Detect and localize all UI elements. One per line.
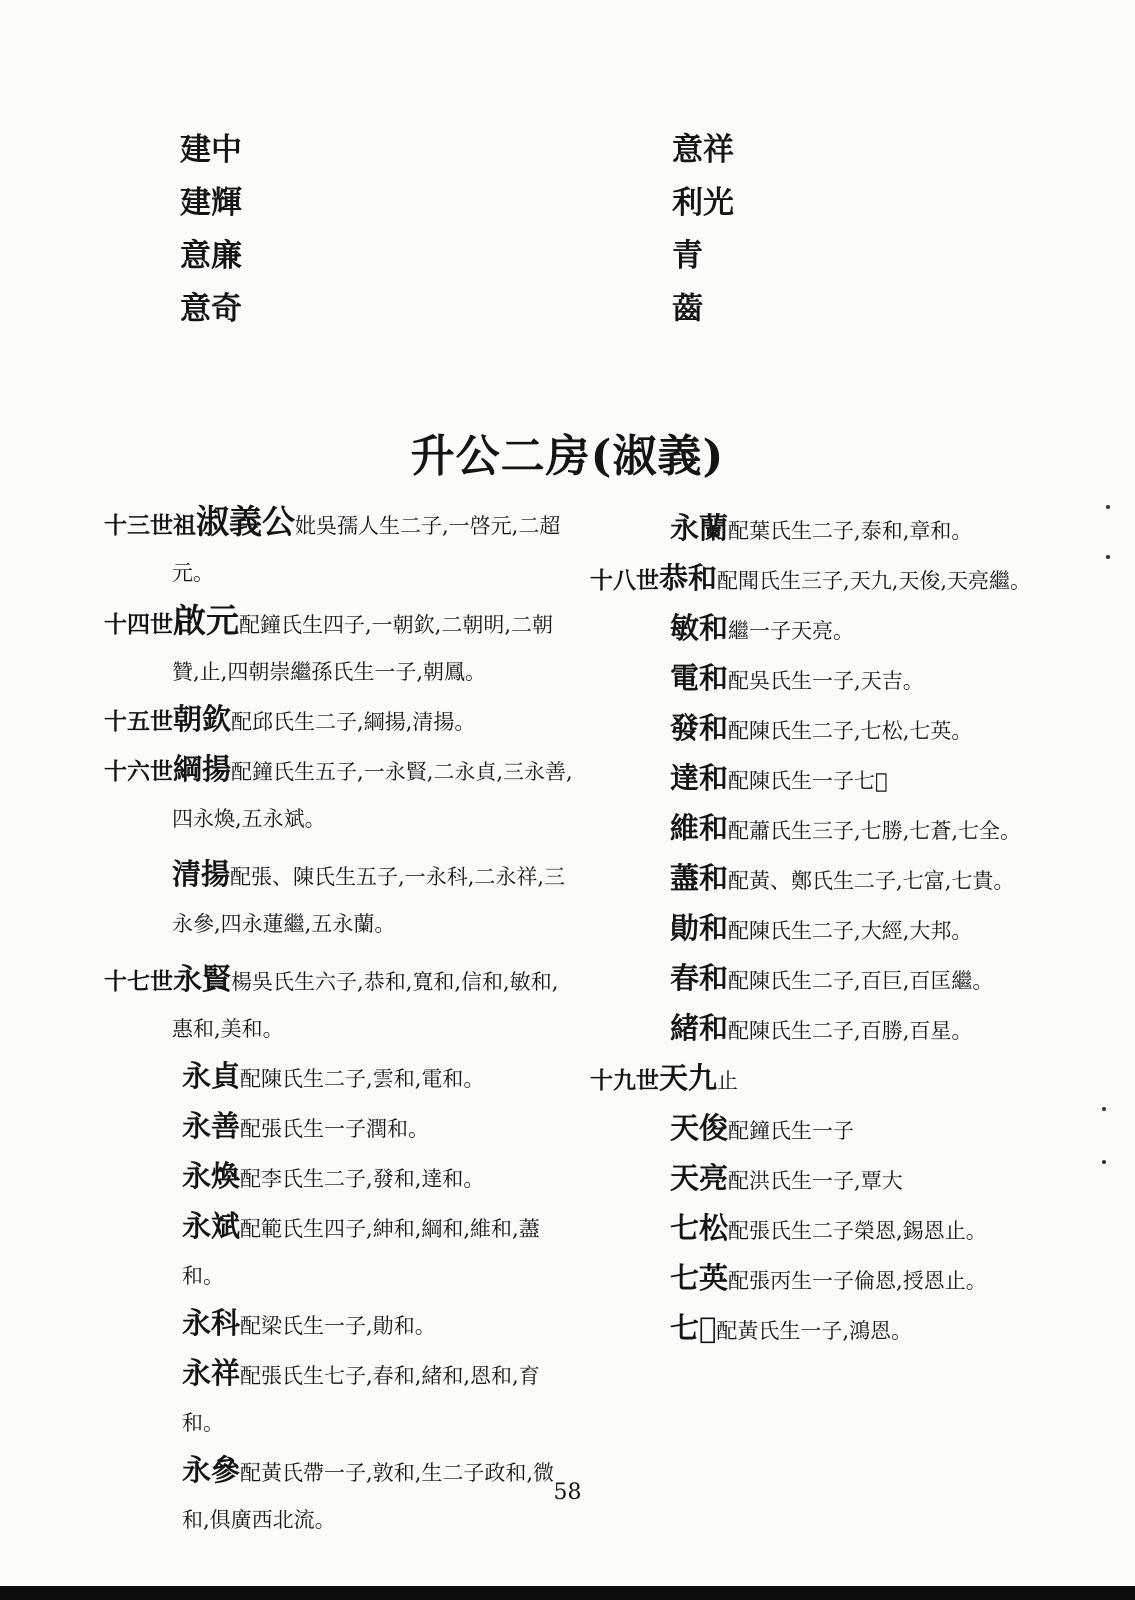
scan-speck xyxy=(1106,555,1110,559)
person-name: 維和 xyxy=(670,811,729,845)
genealogy-entry xyxy=(104,851,574,948)
person-name: 永斌 xyxy=(182,1209,241,1243)
person-name: 恭和 xyxy=(659,561,718,595)
person-name: 永煥 xyxy=(182,1159,241,1193)
person-name: 啟元 xyxy=(173,601,239,640)
genealogy-entry xyxy=(590,855,1055,905)
name-item: 建輝 xyxy=(180,185,242,221)
person-name: 淑義公 xyxy=(196,502,295,541)
person-name: 七松 xyxy=(670,1211,729,1245)
genealogy-entry xyxy=(590,555,1055,605)
scan-speck xyxy=(1106,505,1110,509)
person-name: 七英 xyxy=(670,1261,729,1295)
person-name: 春和 xyxy=(670,961,729,995)
entry-text: 配黃氏生一子,鴻恩。 xyxy=(716,1319,913,1343)
entry-text: 止 xyxy=(717,1069,739,1093)
genealogy-entry xyxy=(104,597,574,696)
person-name: 七𪊘 xyxy=(670,1311,717,1345)
entry-text: 配陳氏生一子七𪊘 xyxy=(728,769,888,793)
entry-text: 配鐘氏生五子,⼀永賢,⼆永貞,三永善,四永煥,五永斌。 xyxy=(172,760,573,831)
generation-label: 十三世祖 xyxy=(104,512,196,539)
entry-text: 配鐘氏生四子,⼀朝欽,⼆朝明,⼆朝贊,止,四朝崇繼孫氏生一子,朝鳳。 xyxy=(172,613,554,684)
person-name: 天俊 xyxy=(670,1111,729,1145)
generation-label: 十六世 xyxy=(104,758,173,785)
person-name: 天亮 xyxy=(670,1161,729,1195)
entry-text: 配張氏生一子潤和。 xyxy=(240,1117,430,1141)
person-name: 緒和 xyxy=(670,1011,729,1045)
genealogy-entry xyxy=(590,1155,1055,1205)
entry-text: 配陳氏生二子,百勝,百星。 xyxy=(728,1019,973,1043)
genealogy-entry xyxy=(104,1203,574,1300)
genealogy-entry xyxy=(590,705,1055,755)
person-name: 永貞 xyxy=(182,1059,241,1093)
name-item: 意廉 xyxy=(180,238,242,274)
page-number: 58 xyxy=(553,1480,582,1505)
genealogy-entry xyxy=(590,1055,1055,1105)
genealogy-entry xyxy=(104,956,574,1053)
genealogy-entry xyxy=(104,498,574,597)
scan-speck xyxy=(1102,1107,1106,1111)
genealogy-entry xyxy=(104,1300,574,1350)
person-name: 永善 xyxy=(182,1109,241,1143)
genealogy-entry xyxy=(590,1255,1055,1305)
name-item: 建中 xyxy=(180,132,242,168)
person-name: 達和 xyxy=(670,761,729,795)
entry-text: 配李氏生二子,發和,達和。 xyxy=(240,1167,485,1191)
entry-text: 配陳氏生二子,七松,七英。 xyxy=(728,719,973,743)
entry-text: 配吳氏生一子,天吉。 xyxy=(728,669,924,693)
person-name: 勛和 xyxy=(670,911,729,945)
genealogy-entry xyxy=(590,1005,1055,1055)
entry-text: 配張、陳氏生五子,⼀永科,⼆永祥,三永參,四永蓮繼,五永蘭。 xyxy=(172,865,566,936)
genealogy-entry xyxy=(104,1053,574,1103)
entry-text: 繼一子天亮。 xyxy=(728,619,855,643)
genealogy-entry xyxy=(104,1103,574,1153)
generation-label: 十七世 xyxy=(104,968,173,995)
entry-text: 配陳氏生二子,百巨,百匡繼。 xyxy=(728,969,994,993)
entry-text: 配黃氏帶一子,敦和,生二子政和,微和,俱廣西北流。 xyxy=(182,1461,555,1532)
entry-text: 配鐘氏生一子 xyxy=(728,1119,855,1143)
person-name: 綱揚 xyxy=(173,752,232,786)
entry-text: 配黃、鄭氏生二子,七富,七貴。 xyxy=(728,869,1015,893)
person-name: 永科 xyxy=(182,1306,241,1340)
person-name: 永祥 xyxy=(182,1356,241,1390)
right-column xyxy=(590,505,1055,1355)
genealogy-entry xyxy=(104,746,574,843)
name-item: 𧀤 xyxy=(672,291,703,327)
genealogy-entry xyxy=(104,696,574,746)
genealogy-entry xyxy=(590,755,1055,805)
name-item: 意奇 xyxy=(180,291,242,327)
generation-label: 十九世 xyxy=(590,1067,659,1094)
name-item: 青 xyxy=(672,238,703,274)
genealogy-entry xyxy=(590,805,1055,855)
genealogy-entry xyxy=(104,1350,574,1447)
person-name: 發和 xyxy=(670,711,729,745)
person-name: 永蘭 xyxy=(670,511,729,545)
person-name: 藎和 xyxy=(670,861,729,895)
entry-text: 配聞氏生三子,天九,天俊,天亮繼。 xyxy=(717,569,1032,593)
top-list-right xyxy=(672,124,734,336)
genealogy-entry xyxy=(590,1205,1055,1255)
genealogy-entry xyxy=(104,1153,574,1203)
section-title: 升公二房(淑義) xyxy=(410,431,725,482)
entry-text: 配邱氏生二子,綱揚,清揚。 xyxy=(231,710,476,734)
person-name: 天九 xyxy=(659,1061,718,1095)
genealogy-entry xyxy=(590,905,1055,955)
generation-label: 十四世 xyxy=(104,611,173,638)
genealogy-entry xyxy=(590,1305,1055,1355)
scan-edge xyxy=(0,1586,1135,1600)
name-item: 利光 xyxy=(672,185,734,221)
person-name: 永參 xyxy=(182,1453,241,1487)
genealogy-entry xyxy=(590,505,1055,555)
entry-text: 配張氏生二子榮恩,錫恩止。 xyxy=(728,1219,987,1243)
genealogy-entry xyxy=(590,605,1055,655)
entry-text: 配張氏生七子,春和,緒和,恩和,育和。 xyxy=(182,1364,540,1435)
genealogy-entry xyxy=(590,655,1055,705)
entry-text: 配張丙生一子倫恩,授恩止。 xyxy=(728,1269,987,1293)
person-name: 朝欽 xyxy=(173,702,232,736)
entry-text: 配蕭氏生三子,七勝,七蒼,七全。 xyxy=(728,819,1022,843)
left-column xyxy=(104,498,574,1544)
entry-text: 配梁氏生一子,勛和。 xyxy=(240,1314,436,1338)
name-item: 意祥 xyxy=(672,132,734,168)
genealogy-entry xyxy=(590,955,1055,1005)
entry-text: 配陳氏生二子,雲和,電和。 xyxy=(240,1067,485,1091)
person-name: 清揚 xyxy=(172,857,231,891)
entry-text: 楊吳氏生六子,恭和,寬和,信和,敏和,惠和,美和。 xyxy=(172,970,559,1041)
person-name: 永賢 xyxy=(173,962,232,996)
generation-label: 十八世 xyxy=(590,567,659,594)
entry-text: 配葉氏生二子,泰和,章和。 xyxy=(728,519,973,543)
scan-speck xyxy=(1102,1160,1106,1164)
entry-text: 妣吳孺人生二子,⼀啓元,⼆超元。 xyxy=(172,514,561,585)
generation-label: 十五世 xyxy=(104,708,173,735)
person-name: 敏和 xyxy=(670,611,729,645)
entry-text: 配洪氏生一子,覃大 xyxy=(728,1169,903,1193)
entry-text: 配範氏生四子,紳和,綱和,維和,藎和。 xyxy=(182,1217,540,1288)
person-name: 電和 xyxy=(670,661,729,695)
genealogy-entry xyxy=(590,1105,1055,1155)
top-list-left xyxy=(180,124,242,336)
entry-text: 配陳氏生二子,大經,大邦。 xyxy=(728,919,973,943)
